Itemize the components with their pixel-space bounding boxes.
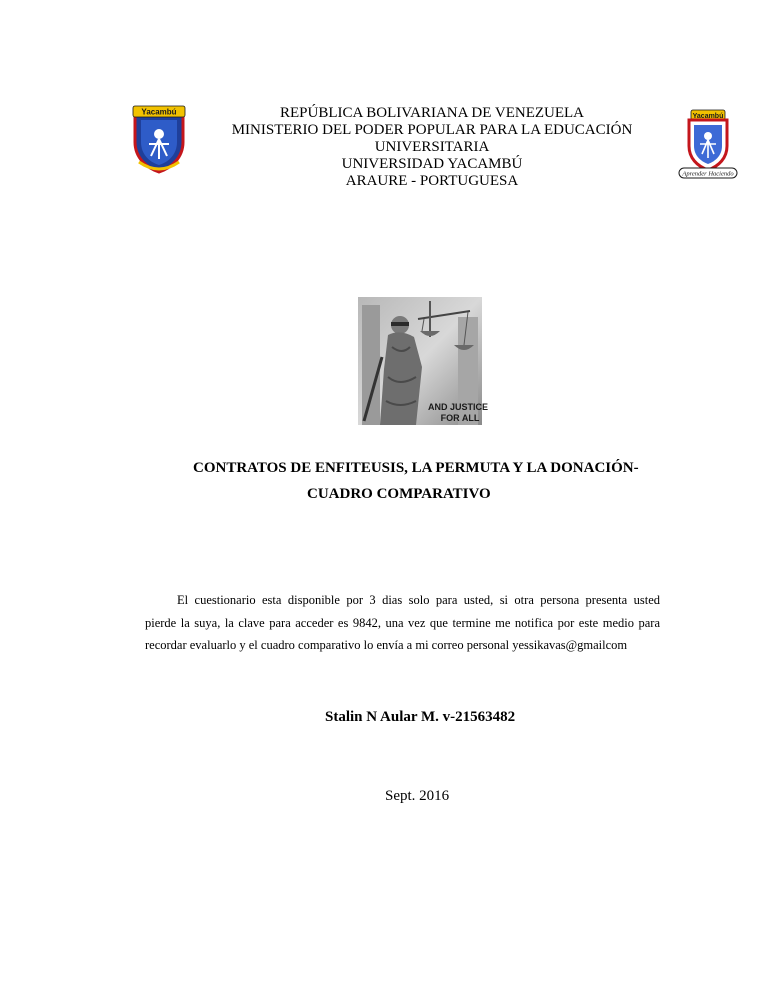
instructions-paragraph <box>145 589 660 657</box>
paragraph-line-1: El cuestionario esta disponible por 3 dias solo para usted, si otra persona presenta usted <box>177 593 660 607</box>
document-date: Sept. 2016 <box>385 788 450 804</box>
paragraph-line-2: pierde la suya, la clave para acceder es 9842, una vez que termine me notifica por este medio para <box>145 615 660 630</box>
header-republic: REPÚBLICA BOLIVARIANA DE VENEZUELA <box>279 105 585 121</box>
right-logo-banner-text: Yacambú <box>692 113 724 120</box>
document-title-line1: CONTRATOS DE ENFITEUSIS, LA PERMUTA Y LA DONACIÓN- <box>193 460 639 476</box>
document-title-line2: CUADRO COMPARATIVO <box>307 486 491 502</box>
right-logo-motto: Aprender Haciendo <box>682 170 734 178</box>
header-ministry-continued: UNIVERSITARIA <box>374 139 490 155</box>
author-name: Stalin N Aular M. v-21563482 <box>325 709 516 725</box>
left-logo-banner-text: Yacambú <box>141 107 177 117</box>
illustration-caption-line1: AND JUSTICE <box>427 402 489 412</box>
header-university: UNIVERSIDAD YACAMBÚ <box>341 156 523 172</box>
institution-header <box>200 105 664 190</box>
paragraph-line-3: recordar evaluarlo y el cuadro comparativo lo envía a mi correo personal yessikavas@gmailcom <box>145 638 628 652</box>
university-shield-logo-left <box>131 104 187 174</box>
header-location: ARAURE - PORTUGUESA <box>345 173 519 189</box>
university-shield-logo-right <box>677 108 739 180</box>
illustration-caption-line2: FOR ALL <box>440 413 480 423</box>
lady-justice-illustration <box>358 297 489 425</box>
header-ministry: MINISTERIO DEL PODER POPULAR PARA LA EDUCACIÓN <box>231 122 633 138</box>
